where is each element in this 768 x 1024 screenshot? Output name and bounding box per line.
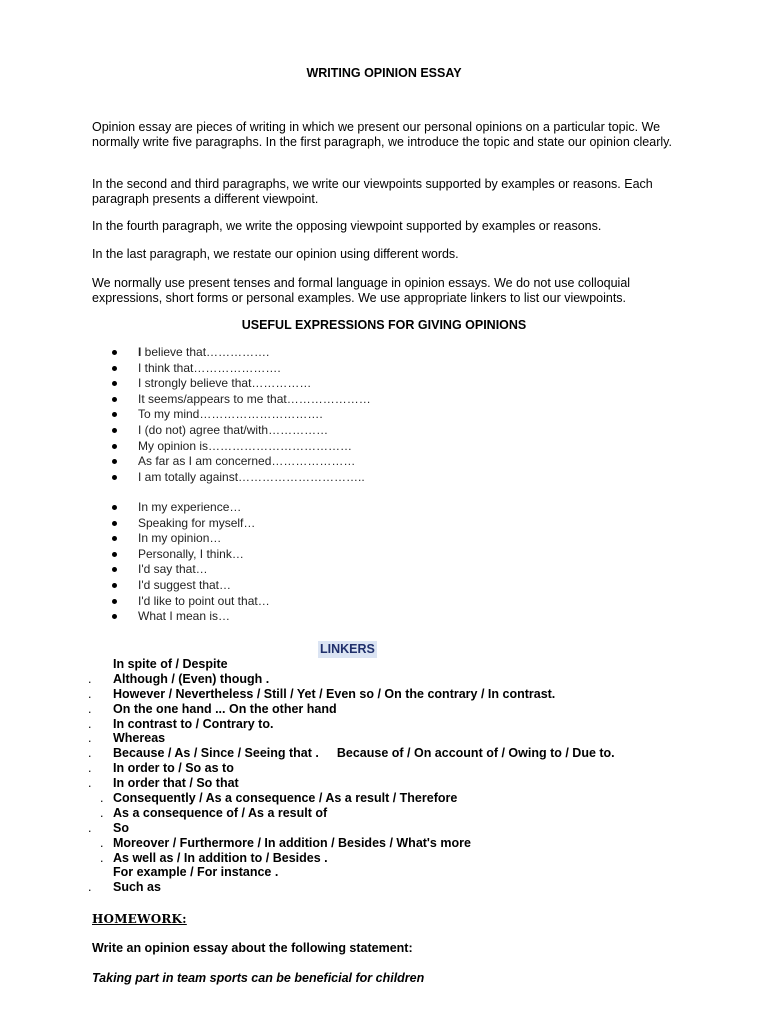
linkers-list bbox=[88, 657, 728, 895]
linker-mark: . bbox=[88, 671, 92, 686]
linker-text: As a consequence of / As a result of bbox=[113, 805, 328, 820]
linker-row bbox=[88, 731, 728, 746]
list-item-text: It seems/appears to me that………………… bbox=[138, 391, 371, 406]
list-item-text: I'd like to point out that… bbox=[138, 593, 270, 608]
list-item-text: Speaking for myself… bbox=[138, 515, 256, 530]
bullet-icon bbox=[112, 350, 117, 355]
list-item-text: I think that…………………. bbox=[138, 360, 281, 375]
linker-mark: . bbox=[88, 716, 92, 731]
bullet-icon bbox=[112, 475, 117, 480]
list-item-text: I'd suggest that… bbox=[138, 577, 232, 592]
bullet-icon bbox=[112, 599, 117, 604]
bullet-icon bbox=[112, 614, 117, 619]
linker-mark: . bbox=[100, 791, 104, 806]
linker-text: In contrast to / Contrary to. bbox=[113, 716, 274, 731]
list-item-text: I (do not) agree that/with…………… bbox=[138, 422, 329, 437]
list-item-text: I am totally against………………………….. bbox=[138, 469, 365, 484]
linker-row bbox=[88, 836, 728, 851]
bullet-icon bbox=[112, 366, 117, 371]
linker-row bbox=[88, 746, 728, 761]
bullet-icon bbox=[112, 552, 117, 557]
linker-text: On the one hand ... On the other hand bbox=[113, 701, 337, 716]
bullet-icon bbox=[112, 412, 117, 417]
list-item bbox=[92, 547, 270, 563]
linker-text: As well as / In addition to / Besides . bbox=[113, 850, 328, 865]
linker-mark: . bbox=[88, 686, 92, 701]
paragraph-conclusion: In the last paragraph, we restate our opinion using different words. bbox=[92, 247, 459, 261]
linker-mark: . bbox=[88, 761, 92, 776]
list-item-text: My opinion is……………………………… bbox=[138, 438, 353, 453]
linker-row bbox=[88, 880, 728, 895]
list-item bbox=[92, 407, 371, 423]
list-item bbox=[92, 609, 270, 625]
linker-mark: . bbox=[88, 776, 92, 791]
linker-text: Because / As / Since / Seeing that . bbox=[113, 746, 319, 761]
linker-text: Although / (Even) though . bbox=[113, 671, 270, 686]
homework-heading: HOMEWORK: bbox=[92, 912, 187, 926]
linker-row bbox=[88, 791, 728, 806]
linker-text: In order that / So that bbox=[113, 776, 239, 791]
linker-mark: . bbox=[88, 880, 92, 895]
list-item bbox=[92, 500, 270, 516]
linker-row bbox=[88, 702, 728, 717]
list-item bbox=[92, 594, 270, 610]
linker-mark: . bbox=[88, 731, 92, 746]
linker-row bbox=[88, 657, 728, 672]
linker-row bbox=[88, 672, 728, 687]
list-item bbox=[92, 516, 270, 532]
linker-row bbox=[88, 821, 728, 836]
list-item-text: I strongly believe that…………… bbox=[138, 376, 312, 391]
linkers-heading: LINKERS bbox=[320, 642, 375, 656]
bullet-icon bbox=[112, 536, 117, 541]
list-item bbox=[92, 345, 371, 361]
expressions-list-2 bbox=[92, 500, 270, 625]
linker-text-secondary: Because of / On account of / Owing to / Due to. bbox=[336, 746, 615, 761]
linker-row bbox=[88, 717, 728, 732]
linker-text: In order to / So as to bbox=[113, 761, 234, 776]
bullet-icon bbox=[112, 428, 117, 433]
list-item bbox=[92, 392, 371, 408]
linker-mark: . bbox=[100, 835, 104, 850]
list-item-text: To my mind…………………………. bbox=[138, 407, 323, 422]
linker-text: In spite of / Despite bbox=[113, 657, 228, 671]
linker-row bbox=[88, 851, 728, 866]
list-item bbox=[92, 531, 270, 547]
linker-text: So bbox=[113, 820, 129, 835]
linker-mark: . bbox=[88, 701, 92, 716]
bullet-icon bbox=[112, 381, 117, 386]
linker-row bbox=[88, 687, 728, 702]
linker-mark: . bbox=[100, 805, 104, 820]
expressions-list-1 bbox=[92, 345, 371, 485]
linker-mark: . bbox=[88, 820, 92, 835]
linker-mark: . bbox=[88, 746, 92, 761]
list-item-text: In my experience… bbox=[138, 500, 242, 514]
linker-mark: . bbox=[100, 850, 104, 865]
list-item bbox=[92, 376, 371, 392]
linker-text: Such as bbox=[113, 880, 161, 895]
bullet-icon bbox=[112, 521, 117, 526]
linker-text: However / Nevertheless / Still / Yet / Even so / On the contrary / In contrast. bbox=[113, 686, 556, 701]
linker-row bbox=[88, 761, 728, 776]
list-item-text: As far as I am concerned………………… bbox=[138, 454, 356, 469]
list-item bbox=[92, 361, 371, 377]
paragraph-opposing: In the fourth paragraph, we write the opposing viewpoint supported by examples or reasons. bbox=[92, 219, 602, 233]
list-item-text: believe that……………. bbox=[141, 345, 270, 359]
paragraph-language: We normally use present tenses and formal language in opinion essays. We do not use colloquial expressions, short forms or personal examples. We use appropriate linkers to list our viewpoints. bbox=[92, 276, 631, 305]
paragraph-body: In the second and third paragraphs, we write our viewpoints supported by examples or reasons. Each paragraph presents a different viewpoint. bbox=[92, 177, 653, 206]
linker-text: Consequently / As a consequence / As a result / Therefore bbox=[113, 791, 458, 806]
list-item-text: What I mean is… bbox=[138, 609, 231, 624]
list-item bbox=[92, 454, 371, 470]
list-item bbox=[92, 470, 371, 486]
list-item bbox=[92, 423, 371, 439]
expressions-heading: USEFUL EXPRESSIONS FOR GIVING OPINIONS bbox=[241, 318, 527, 332]
bullet-icon bbox=[112, 459, 117, 464]
list-item-text: I'd say that… bbox=[138, 562, 208, 577]
homework-statement: Taking part in team sports can be beneficial for children bbox=[92, 971, 425, 985]
linker-row bbox=[88, 865, 728, 880]
bullet-icon bbox=[112, 567, 117, 572]
paragraph-intro: Opinion essay are pieces of writing in which we present our personal opinions on a particular topic. We normally write five paragraphs. In the first paragraph, we introduce the topic and state our opinion clearly. bbox=[92, 120, 672, 149]
bullet-icon bbox=[112, 505, 117, 510]
list-item bbox=[92, 578, 270, 594]
linker-row bbox=[88, 806, 728, 821]
linker-text: Whereas bbox=[113, 731, 166, 746]
bullet-icon bbox=[112, 444, 117, 449]
linker-row bbox=[88, 776, 728, 791]
page-title: WRITING OPINION ESSAY bbox=[306, 66, 462, 80]
linker-text-pair bbox=[113, 746, 615, 761]
bullet-icon bbox=[112, 583, 117, 588]
list-item bbox=[92, 562, 270, 578]
homework-task: Write an opinion essay about the following statement: bbox=[92, 941, 413, 955]
bullet-icon bbox=[112, 397, 117, 402]
list-item-text: In my opinion… bbox=[138, 531, 222, 546]
list-item-bold-word: I bbox=[138, 345, 142, 359]
linker-text: For example / For instance . bbox=[113, 865, 279, 880]
list-item bbox=[92, 439, 371, 455]
list-item-text: Personally, I think… bbox=[138, 546, 244, 561]
linker-text: Moreover / Furthermore / In addition / Besides / What's more bbox=[113, 835, 471, 850]
